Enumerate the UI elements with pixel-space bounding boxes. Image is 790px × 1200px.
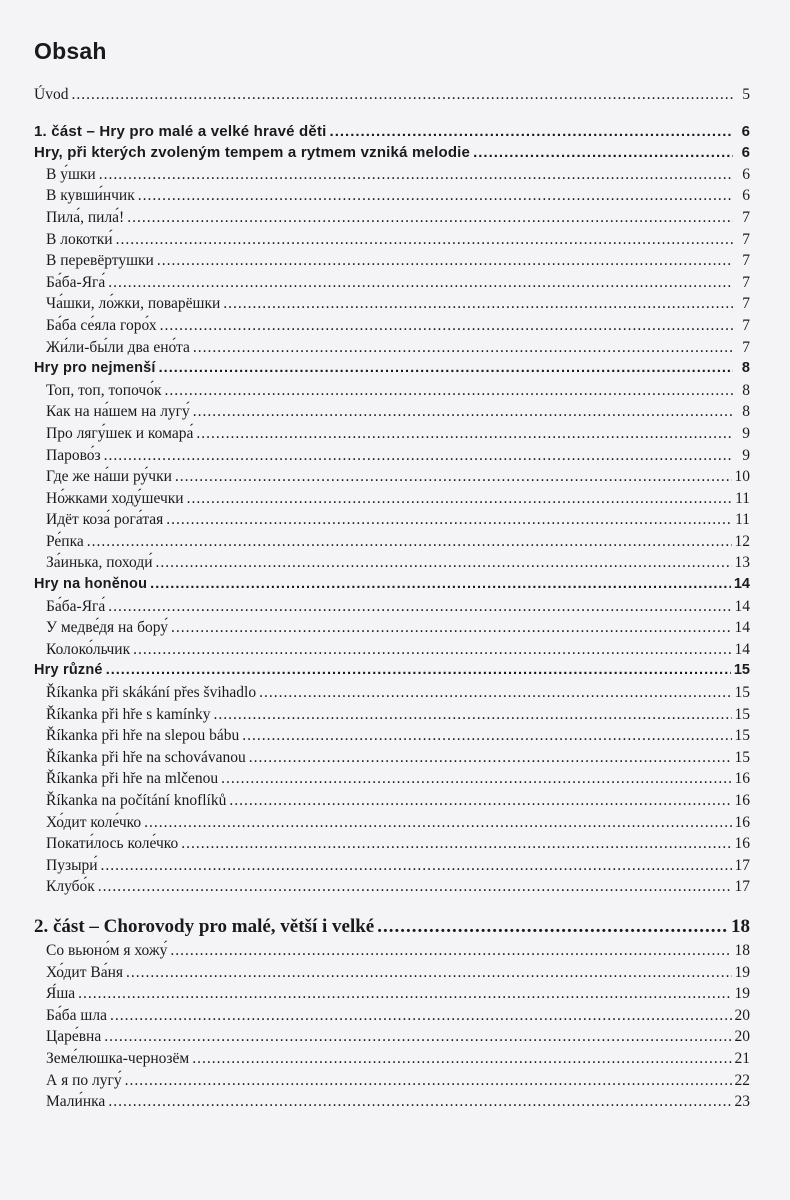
toc-entry-label: Где же на́ши ру́чки (46, 468, 172, 486)
toc-entry[interactable] (34, 878, 750, 900)
toc-entry[interactable] (34, 187, 750, 209)
toc-entry-page-number: 22 (734, 1071, 750, 1089)
toc-entry-label: Жи́ли-бы́ли два ено́та (46, 338, 190, 356)
toc-entry-page-number: 5 (742, 86, 750, 103)
toc-entry-label: Ре́пка (46, 532, 84, 550)
toc-heading[interactable] (34, 576, 750, 598)
dot-leader (78, 985, 731, 1003)
dot-leader (110, 1007, 732, 1025)
dot-leader (133, 641, 731, 659)
dot-leader (223, 295, 733, 313)
toc-entry-page-number: 7 (742, 208, 750, 226)
toc-entry-label: В кувши́нчик (46, 187, 135, 205)
toc-entry-page-number: 8 (742, 381, 750, 399)
toc-entry[interactable] (34, 1050, 750, 1072)
dot-leader (187, 490, 732, 508)
toc-entry-page-number: 7 (742, 316, 750, 334)
toc-entry-label: Říkanka při hře na schovávanou (46, 748, 246, 766)
dot-leader (242, 727, 731, 745)
toc-entry-label: Úvod (34, 86, 69, 103)
toc-entry-page-number: 11 (735, 489, 750, 507)
toc-heading[interactable] (34, 144, 750, 166)
dot-leader (87, 533, 732, 551)
dot-leader (104, 1028, 731, 1046)
toc-entry-page-number: 14 (734, 640, 750, 658)
toc-entry-page-number: 10 (734, 468, 750, 486)
toc-entry-label: Царе́вна (46, 1028, 102, 1046)
toc-entry[interactable] (34, 252, 750, 274)
dot-leader (193, 403, 733, 421)
toc-entry[interactable] (34, 317, 750, 339)
toc-entry-page-number: 13 (734, 554, 750, 572)
toc-entry[interactable] (34, 835, 750, 857)
dot-leader (159, 360, 733, 376)
toc-heading[interactable] (34, 916, 750, 942)
toc-entry[interactable] (34, 792, 750, 814)
dot-leader (98, 878, 732, 896)
section-spacer (34, 900, 750, 916)
toc-entry-label: Я́ша (46, 985, 76, 1003)
toc-entry-label: Пузыри́ (46, 856, 98, 874)
toc-entry-page-number: 6 (741, 144, 750, 162)
toc-entry-page-number: 9 (742, 424, 750, 442)
toc-heading[interactable] (34, 662, 750, 684)
dot-leader (104, 447, 733, 465)
toc-entry[interactable] (34, 598, 750, 620)
dot-leader (229, 792, 731, 810)
toc-entry-label: Как на на́шем на лугу́ (46, 403, 190, 421)
toc-entry[interactable] (34, 1072, 750, 1094)
toc-entry-page-number: 7 (742, 295, 750, 313)
toc-entry-label: Říkanka při skákání přes švihadlo (46, 684, 257, 702)
toc-entry-label: Пила́, пила́! (46, 208, 125, 226)
dot-leader (377, 916, 728, 938)
toc-entry-page-number: 14 (734, 597, 750, 615)
toc-entry[interactable] (34, 511, 750, 533)
dot-leader (249, 749, 732, 767)
toc-entry[interactable] (34, 942, 750, 964)
toc-entry-label: Ба́ба-Яга́ (46, 273, 106, 291)
toc-entry-label: Парово́з (46, 446, 101, 464)
toc-entry-label: Со вьюно́м я хожу́ (46, 941, 168, 959)
toc-entry[interactable] (34, 706, 750, 728)
toc-entry-page-number: 11 (735, 511, 750, 529)
toc-entry-page-number: 19 (734, 985, 750, 1003)
toc-entry-page-number: 20 (734, 1006, 750, 1024)
toc-entry[interactable] (34, 425, 750, 447)
toc-entry-page-number: 15 (734, 684, 750, 702)
dot-leader (166, 511, 732, 529)
toc-entry[interactable] (34, 684, 750, 706)
toc-entry[interactable] (34, 447, 750, 469)
dot-leader (330, 123, 733, 140)
toc-entry-label: Ба́ба шла (46, 1006, 107, 1024)
toc-entry-page-number: 19 (734, 963, 750, 981)
toc-entry-label: 1. část – Hry pro malé a velké hravé děti (34, 122, 327, 140)
toc-entry-page-number: 8 (741, 360, 750, 377)
toc-entry-label: Hry pro nejmenší (34, 360, 156, 377)
toc-entry-label: А я по лугу́ (46, 1071, 122, 1089)
toc-entry-label: Про лягу́шек и комара́ (46, 424, 194, 442)
toc-entry[interactable] (34, 490, 750, 512)
dot-leader (99, 166, 733, 184)
dot-leader (160, 317, 733, 335)
dot-leader (108, 598, 731, 616)
dot-leader (157, 252, 733, 270)
toc-entry[interactable] (34, 382, 750, 404)
dot-leader (181, 835, 731, 853)
toc-entry[interactable] (34, 231, 750, 253)
toc-entry[interactable] (34, 1093, 750, 1115)
toc-entry-label: В у́шки (46, 165, 96, 183)
toc-entry[interactable] (34, 403, 750, 425)
toc-entry-label: Hry různé (34, 662, 103, 679)
toc-entry-page-number: 7 (742, 338, 750, 356)
toc-entry[interactable] (34, 964, 750, 986)
dot-leader (101, 857, 732, 875)
toc-entry-label: Říkanka při hře s kamínky (46, 705, 211, 723)
toc-entry[interactable] (34, 641, 750, 663)
dot-leader (165, 382, 733, 400)
dot-leader (127, 209, 733, 227)
dot-leader (193, 339, 733, 357)
toc-entry[interactable] (34, 533, 750, 555)
toc-entry-label: 2. část – Chorovody pro malé, větší i velké (34, 915, 375, 937)
toc-heading[interactable] (34, 123, 750, 145)
toc-entry-label: Хо́дит Ва́ня (46, 963, 123, 981)
toc-entry[interactable] (34, 814, 750, 836)
toc-heading[interactable] (34, 86, 750, 108)
toc-entry-page-number: 21 (734, 1049, 750, 1067)
toc-entry-page-number: 17 (734, 856, 750, 874)
toc-entry-page-number: 15 (733, 662, 750, 679)
toc-entry[interactable] (34, 727, 750, 749)
toc-entry[interactable] (34, 339, 750, 361)
toc-entry-page-number: 6 (741, 122, 750, 140)
toc-entry-page-number: 7 (742, 273, 750, 291)
dot-leader (108, 274, 733, 292)
dot-leader (150, 576, 731, 592)
toc-entry-label: Но́жками ходу́шечки (46, 489, 184, 507)
toc-entry-page-number: 6 (742, 187, 750, 205)
toc-entry[interactable] (34, 468, 750, 490)
toc-entry-label: Ча́шки, ло́жки, поварёшки (46, 295, 221, 313)
dot-leader (213, 706, 731, 724)
toc-entry-page-number: 15 (734, 727, 750, 745)
toc-entry-page-number: 9 (742, 446, 750, 464)
table-of-contents (34, 86, 750, 1115)
toc-entry-page-number: 16 (734, 792, 750, 809)
toc-entry-page-number: 14 (733, 576, 750, 593)
toc-entry-page-number: 15 (734, 705, 750, 723)
toc-entry-page-number: 18 (731, 915, 750, 937)
dot-leader (473, 144, 733, 161)
toc-entry-label: В перевёртушки (46, 252, 154, 270)
toc-entry-page-number: 20 (734, 1028, 750, 1046)
dot-leader (259, 684, 731, 702)
dot-leader (116, 231, 733, 249)
dot-leader (192, 1050, 731, 1068)
section-spacer (34, 108, 750, 123)
toc-entry-label: Мали́нка (46, 1093, 106, 1111)
toc-entry[interactable] (34, 1028, 750, 1050)
toc-entry[interactable] (34, 619, 750, 641)
toc-entry-label: Хо́дит коле́чко (46, 813, 142, 831)
toc-entry[interactable] (34, 857, 750, 879)
toc-entry[interactable] (34, 295, 750, 317)
toc-entry-label: Říkanka při hře na slepou bábu (46, 727, 240, 745)
toc-entry-page-number: 14 (734, 619, 750, 637)
dot-leader (171, 619, 732, 637)
toc-entry-label: Топ, топ, топочо́к (46, 381, 162, 399)
toc-entry-page-number: 12 (734, 532, 750, 550)
toc-heading[interactable] (34, 360, 750, 382)
toc-entry-label: У медве́дя на бору́ (46, 619, 168, 637)
dot-leader (126, 964, 732, 982)
toc-entry-label: В локотки́ (46, 230, 113, 248)
toc-entry[interactable] (34, 985, 750, 1007)
dot-leader (106, 662, 731, 678)
toc-entry-page-number: 18 (734, 941, 750, 959)
dot-leader (125, 1072, 732, 1090)
toc-entry-page-number: 16 (734, 770, 750, 788)
toc-entry[interactable] (34, 1007, 750, 1029)
dot-leader (156, 554, 732, 572)
toc-entry-page-number: 16 (734, 835, 750, 853)
toc-entry-page-number: 6 (742, 165, 750, 183)
toc-entry[interactable] (34, 166, 750, 188)
toc-entry-label: Покати́лось коле́чко (46, 835, 179, 853)
toc-entry-page-number: 8 (742, 403, 750, 421)
toc-entry-label: Колоко́льчик (46, 640, 131, 658)
dot-leader (138, 187, 733, 205)
toc-entry-label: За́инька, походи́ (46, 554, 153, 572)
toc-entry-label: Hry, při kterých zvoleným tempem a rytmem vzniká melodie (34, 144, 471, 162)
page-title: Obsah (34, 38, 107, 64)
toc-entry-page-number: 17 (734, 878, 750, 896)
toc-entry[interactable] (34, 209, 750, 231)
toc-entry-page-number: 15 (734, 748, 750, 766)
toc-entry-label: Říkanka při hře na mlčenou (46, 770, 219, 788)
dot-leader (71, 86, 733, 104)
toc-entry[interactable] (34, 554, 750, 576)
toc-entry-page-number: 7 (742, 230, 750, 248)
dot-leader (196, 425, 733, 443)
toc-entry-page-number: 23 (734, 1093, 750, 1111)
dot-leader (175, 468, 732, 486)
toc-entry-label: Клубо́к (46, 878, 95, 896)
toc-entry-label: Říkanka na počítání knoflíků (46, 792, 227, 809)
toc-entry-label: Ба́ба-Яга́ (46, 597, 106, 615)
toc-entry[interactable] (34, 274, 750, 296)
toc-entry-label: Идёт коза́ рога́тая (46, 511, 164, 529)
toc-entry-page-number: 16 (734, 813, 750, 831)
dot-leader (144, 814, 731, 832)
toc-entry-page-number: 7 (742, 252, 750, 270)
dot-leader (108, 1093, 731, 1111)
toc-entry-label: Hry na honěnou (34, 576, 148, 593)
dot-leader (170, 942, 731, 960)
toc-entry-label: Земе́люшка-чернозём (46, 1049, 190, 1067)
dot-leader (221, 770, 731, 788)
toc-entry[interactable] (34, 770, 750, 792)
toc-entry-label: Ба́ба се́яла горо́х (46, 316, 157, 334)
toc-entry[interactable] (34, 749, 750, 771)
